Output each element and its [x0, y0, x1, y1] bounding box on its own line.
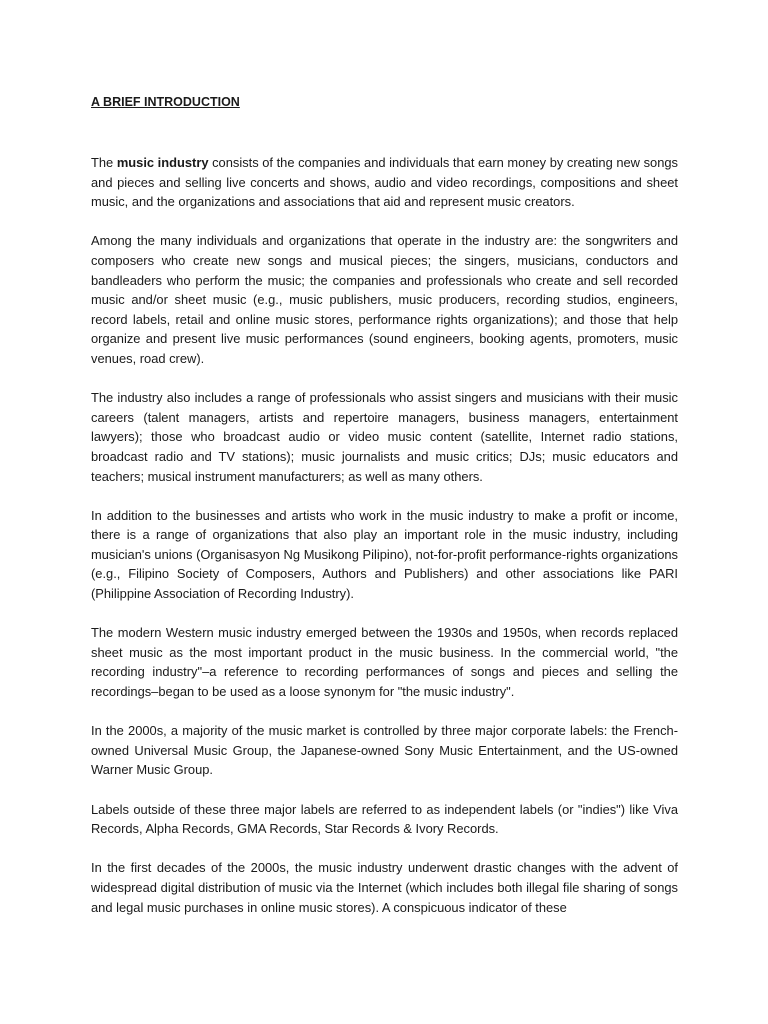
- paragraph-1-bold-term: music industry: [116, 155, 209, 170]
- paragraph-5: The modern Western music industry emerged between the 1930s and 1950s, when records replaced sheet music as the most important product in the music business. In the commercial world, "the recording industry"–a reference to recording performances of songs and pieces and selling the recordings–began to be used as a loose synonym for "the music industry".: [91, 625, 678, 700]
- paragraph-1-rest: consists of the companies and individuals that earn money by creating new songs and pieces and selling live concerts and shows, audio and video recordings, compositions and sheet music, and the organizations and associations that aid and represent music creators.: [91, 155, 678, 210]
- document-body: [91, 94, 678, 917]
- paragraph-4: In addition to the businesses and artists who work in the music industry to make a profit or income, there is a range of organizations that also play an important role in the music industry, including musician's unions (Organisasyon Ng Musikong Pilipino), not-for-profit performance-rights organizations (e.g., Filipino Society of Composers, Authors and Publishers) and other associations like PARI (Philippine Association of Recording Industry).: [91, 507, 678, 602]
- paragraph-1: [91, 153, 678, 212]
- paragraph-7: Labels outside of these three major labels are referred to as independent labels (or "indies") like Viva Records, Alpha Records, GMA Records, Star Records & Ivory Records.: [91, 801, 678, 837]
- paragraph-1-lead: The: [91, 155, 117, 170]
- paragraph-8: In the first decades of the 2000s, the music industry underwent drastic changes with the advent of widespread digital distribution of music via the Internet (which includes both illegal file sharing of songs and legal music purchases in online music stores). A conspicuous indicator of these: [91, 860, 678, 915]
- document-heading: A BRIEF INTRODUCTION: [91, 95, 240, 109]
- paragraph-3: The industry also includes a range of professionals who assist singers and musicians with their music careers (talent managers, artists and repertoire managers, business managers, entertainment lawyers); those who broadcast audio or video music content (satellite, Internet radio stations, broadcast radio and TV stations); music journalists and music critics; DJs; music educators and teachers; musical instrument manufacturers; as well as many others.: [91, 390, 678, 484]
- paragraph-6: In the 2000s, a majority of the music market is controlled by three major corporate labels: the French-owned Universal Music Group, the Japanese-owned Sony Music Entertainment, and the US-owned Warner Music Group.: [91, 723, 678, 778]
- paragraph-2: Among the many individuals and organizations that operate in the industry are: the songwriters and composers who create new songs and musical pieces; the singers, musicians, conductors and bandleaders who perform the music; the companies and professionals who create and sell recorded music and/or sheet music (e.g., music publishers, music producers, recording studios, engineers, record labels, retail and online music stores, performance rights organizations); and those that help organize and present live music performances (sound engineers, booking agents, promoters, music venues, road crew).: [91, 233, 678, 366]
